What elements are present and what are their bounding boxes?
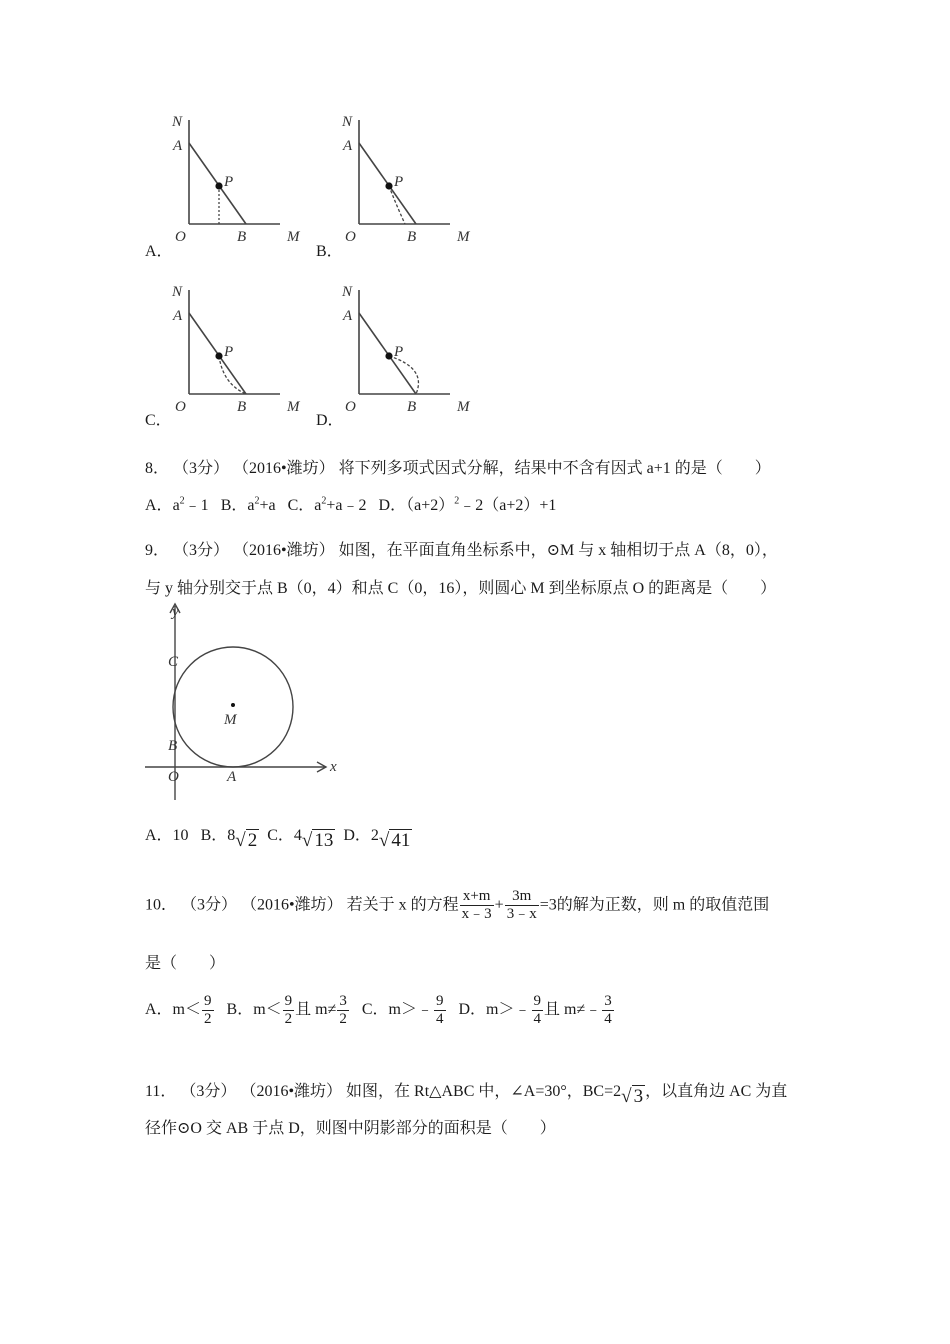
q9-source: （2016•潍坊）: [233, 542, 335, 559]
svg-text:O: O: [175, 399, 186, 415]
svg-text:N: N: [342, 114, 353, 130]
q10-option-b: B．m＜ $\frac{9}{2}$ 且 m≠ $\frac{3}{2}$: [226, 993, 347, 1028]
svg-text:O: O: [345, 399, 356, 415]
svg-text:P: P: [224, 174, 234, 190]
q7-option-b-label: B．: [316, 243, 343, 260]
q9-options: [145, 822, 412, 852]
svg-text:B: B: [237, 399, 247, 415]
svg-text:A: A: [173, 138, 183, 154]
svg-text:O: O: [175, 229, 186, 245]
q7-figure-b: [335, 110, 485, 245]
q10-question-pre: 若关于 x 的方程: [346, 896, 459, 914]
q9-option-a: A．10: [145, 827, 189, 844]
q11-source: （2016•潍坊）: [240, 1083, 343, 1100]
q10-fraction-1: $\frac{x+m}{x﹣3}$: [461, 888, 492, 923]
q10-score: （3分）: [181, 896, 238, 914]
svg-text:N: N: [342, 284, 353, 300]
svg-text:B: B: [237, 229, 247, 245]
q7-figure-a: [165, 110, 315, 245]
q8-question: 将下列多项式因式分解，结果中不含有因式 a+1 的是（ ）: [338, 460, 771, 477]
svg-text:P: P: [394, 174, 404, 190]
sqrt-icon: √ 41: [378, 830, 411, 851]
q7-option-a-label: A．: [145, 243, 173, 260]
q8-number: 8．: [145, 460, 170, 477]
q8-options: [145, 492, 556, 515]
q9-option-b: B．8√ 2: [200, 827, 258, 851]
q8-stem: [145, 455, 771, 478]
svg-text:M: M: [224, 712, 237, 728]
svg-text:N: N: [172, 284, 183, 300]
q10-option-c: C．m＞﹣ $\frac{9}{4}$: [361, 993, 444, 1028]
q11-stem-line2: 径作⊙O 交 AB 于点 D，则图中阴影部分的面积是（ ）: [145, 1120, 556, 1137]
q7-option-c-label: C．: [145, 412, 172, 429]
svg-text:N: N: [172, 114, 183, 130]
q11-question-post: ，以直角边 AC 为直: [645, 1083, 788, 1100]
svg-text:M: M: [287, 399, 300, 415]
svg-text:A: A: [227, 769, 237, 785]
q8-source: （2016•潍坊）: [233, 460, 335, 477]
q9-question-part1: 如图，在平面直角坐标系中，⊙M 与 x 轴相切于点 A（8，0），: [338, 542, 778, 559]
q8-option-d: D．$(a+2)^2﹣2(a+2)+1$: [378, 495, 557, 514]
svg-text:M: M: [457, 399, 470, 415]
q11-stem-line1: [145, 1078, 787, 1108]
q9-score: （3分）: [173, 542, 230, 559]
q9-option-c: C．4√ 13: [267, 827, 334, 851]
svg-text:x: x: [330, 759, 337, 775]
svg-text:M: M: [287, 229, 300, 245]
q11-number: 11．: [145, 1083, 177, 1100]
svg-text:y: y: [172, 604, 179, 620]
sqrt-icon: √ 3: [621, 1086, 644, 1107]
q11-question-pre: 如图，在 Rt△ABC 中，∠A=30°，BC=2: [346, 1083, 622, 1100]
q10-fraction-2: $\frac{3m}{3﹣x}$: [506, 888, 537, 923]
q10-question-post: 的解为正数，则 m 的取值范围: [556, 896, 770, 914]
q7-option-d-label: D．: [316, 412, 344, 429]
svg-text:O: O: [168, 769, 179, 785]
q9-stem-line1: [145, 537, 778, 560]
q9-figure: [140, 600, 350, 805]
q9-option-d: D．2√ 41: [343, 827, 411, 851]
svg-text:B: B: [407, 229, 417, 245]
q10-number: 10．: [145, 896, 178, 914]
q8-option-b: B．$a^2+a$: [220, 495, 276, 514]
q8-option-c: C．$a^2+a﹣2$: [287, 495, 367, 514]
svg-text:C: C: [168, 654, 179, 670]
q10-option-d: D．m＞﹣ $\frac{9}{4}$ 且 m≠﹣ $\frac{3}{4}$: [458, 993, 612, 1028]
svg-text:P: P: [394, 344, 404, 360]
q10-source: （2016•潍坊）: [241, 896, 343, 914]
svg-text:A: A: [343, 138, 353, 154]
q9-number: 9．: [145, 542, 170, 559]
q9-stem-line2: 与 y 轴分别交于点 B（0，4）和点 C（0，16），则圆心 M 到坐标原点 O 的距离是（ ）: [145, 580, 777, 597]
svg-text:B: B: [407, 399, 417, 415]
q8-score: （3分）: [173, 460, 230, 477]
svg-text:A: A: [343, 308, 353, 324]
svg-text:O: O: [345, 229, 356, 245]
sqrt-icon: √ 2: [235, 830, 258, 851]
q10-option-a: A．m＜ $\frac{9}{2}$: [145, 993, 212, 1028]
svg-text:A: A: [173, 308, 183, 324]
sqrt-icon: √ 13: [301, 830, 334, 851]
q8-option-a: A．$a^2﹣1$: [145, 495, 209, 514]
q7-figure-c: [165, 280, 315, 415]
q10-stem-line2: 是（ ）: [145, 955, 226, 972]
svg-text:B: B: [168, 738, 178, 754]
q10-stem-line1: 10． （3分） （2016•潍坊） 若关于 x 的方程 $\frac{x+m}{x﹣3}$ + $\frac{3m}{3﹣x}$ =3的解为正数，则 m 的取值范围: [145, 888, 770, 923]
q10-options: [145, 993, 615, 1029]
svg-text:P: P: [224, 344, 234, 360]
q7-figure-d: [335, 280, 485, 415]
svg-text:M: M: [457, 229, 470, 245]
q11-score: （3分）: [180, 1083, 237, 1100]
